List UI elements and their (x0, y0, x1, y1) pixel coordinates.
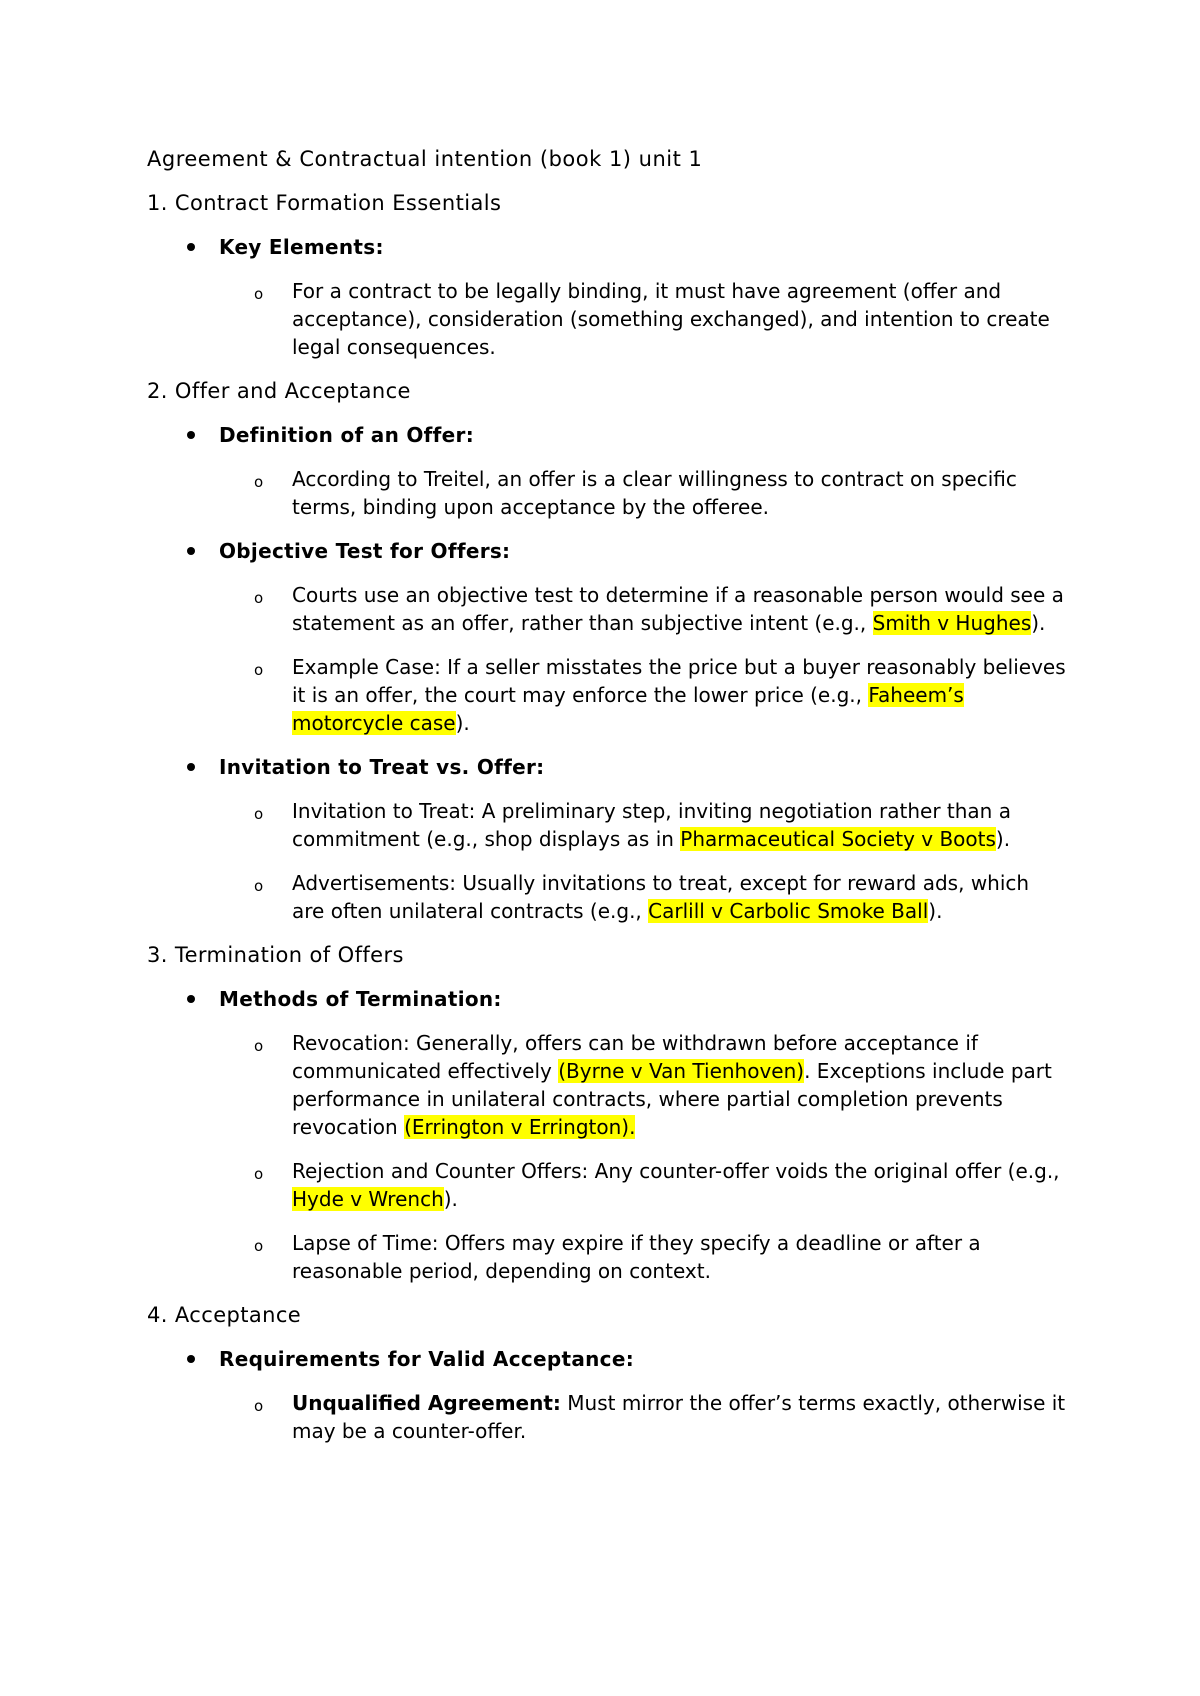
inline-bold-term: Unqualified Agreement: (292, 1391, 561, 1415)
sub-bullet-icon: o (254, 661, 264, 679)
sub-bullet-icon: o (254, 1237, 264, 1255)
sub-item-text: ). (455, 711, 470, 735)
highlighted-case: Pharmaceutical Society v Boots (680, 827, 996, 851)
sub-item-text: ). (1031, 611, 1046, 635)
sub-item (147, 277, 1067, 361)
highlighted-case: Faheem’s motorcycle case (292, 683, 964, 735)
section-heading-termination: 3. Termination of Offers (147, 943, 404, 967)
bullet-icon (187, 1355, 195, 1363)
bullet-icon (187, 763, 195, 771)
bullet-icon (187, 431, 195, 439)
bullet-icon (187, 995, 195, 1003)
sub-item-text: Lapse of Time: Offers may expire if they specify a deadline or after a reasonable period, depending on context. (292, 1231, 981, 1283)
sub-item-text: ). (928, 899, 943, 923)
sub-bullet-icon: o (254, 1037, 264, 1055)
sub-item-text: ). (995, 827, 1011, 851)
sub-item-text: Courts use an objective test to determine if a reasonable person would see a statement as an offer, rather than subjective intent (e.g., (292, 583, 1064, 635)
sub-item (147, 1029, 1067, 1141)
bullet-label: Invitation to Treat vs. Offer: (219, 755, 545, 779)
highlighted-case: Hyde v Wrench (292, 1187, 444, 1211)
sub-bullet-icon: o (254, 473, 264, 491)
sub-item (147, 581, 1067, 637)
sub-item-text: Rejection and Counter Offers: Any counter-offer voids the original offer (e.g., (292, 1159, 1060, 1183)
sub-bullet-icon: o (254, 877, 264, 895)
sub-item-text: According to Treitel, an offer is a clear willingness to contract on specific terms, binding upon acceptance by the offeree. (292, 467, 1017, 519)
sub-bullet-icon: o (254, 589, 264, 607)
sub-item (147, 653, 1067, 737)
sub-bullet-icon: o (254, 1397, 264, 1415)
document-body (147, 145, 1067, 1461)
sub-item-text: . Exceptions include part performance in unilateral contracts, where partial completion prevents revocation (292, 1059, 1052, 1139)
bullet-definition-of-offer (147, 421, 1067, 449)
sub-item (147, 869, 1067, 925)
sub-item-text: Advertisements: Usually invitations to treat, except for reward ads, which are often unilateral contracts (e.g., (292, 871, 1030, 923)
sub-item (147, 1389, 1067, 1445)
sub-item (147, 797, 1067, 853)
sub-item-text: Must mirror the offer’s terms exactly, otherwise it may be a counter-offer. (292, 1391, 1066, 1443)
bullet-methods-of-termination (147, 985, 1067, 1013)
bullet-icon (187, 547, 195, 555)
sub-item (147, 465, 1067, 521)
bullet-icon (187, 243, 195, 251)
bullet-label: Definition of an Offer: (219, 423, 475, 447)
sub-bullet-icon: o (254, 805, 264, 823)
sub-item (147, 1157, 1067, 1213)
bullet-label: Objective Test for Offers: (219, 539, 511, 563)
bullet-invitation-to-treat (147, 753, 1067, 781)
bullet-requirements-valid-acceptance (147, 1345, 1067, 1373)
section-heading-contract-formation: 1. Contract Formation Essentials (147, 191, 502, 215)
sub-item-text: ). (443, 1187, 458, 1211)
highlighted-case: (Errington v Errington). (404, 1115, 636, 1139)
sub-item (147, 1229, 1067, 1285)
sub-bullet-icon: o (254, 1165, 264, 1183)
bullet-label: Key Elements: (219, 235, 384, 259)
sub-bullet-icon: o (254, 285, 264, 303)
highlighted-case: Carlill v Carbolic Smoke Ball (648, 899, 929, 923)
sub-item-text: Invitation to Treat: A preliminary step, inviting negotiation rather than a commitment (e.g., shop displays as in (292, 799, 1011, 851)
bullet-label: Methods of Termination: (219, 987, 502, 1011)
sub-item-text: Revocation: Generally, offers can be withdrawn before acceptance if communicated effectively (292, 1031, 978, 1083)
bullet-objective-test (147, 537, 1067, 565)
section-heading-offer-acceptance: 2. Offer and Acceptance (147, 379, 411, 403)
sub-item-text: For a contract to be legally binding, it must have agreement (offer and acceptance), consideration (something exchanged), and intention to create legal consequences. (292, 279, 1050, 359)
document-title: Agreement & Contractual intention (book 1) unit 1 (147, 147, 703, 171)
sub-item-text: Example Case: If a seller misstates the price but a buyer reasonably believes it is an offer, the court may enforce the lower price (e.g., (292, 655, 1066, 707)
section-heading-acceptance: 4. Acceptance (147, 1303, 302, 1327)
highlighted-case: Smith v Hughes (872, 611, 1032, 635)
bullet-label: Requirements for Valid Acceptance: (219, 1347, 634, 1371)
bullet-key-elements (147, 233, 1067, 261)
highlighted-case: (Byrne v Van Tienhoven) (558, 1059, 805, 1083)
